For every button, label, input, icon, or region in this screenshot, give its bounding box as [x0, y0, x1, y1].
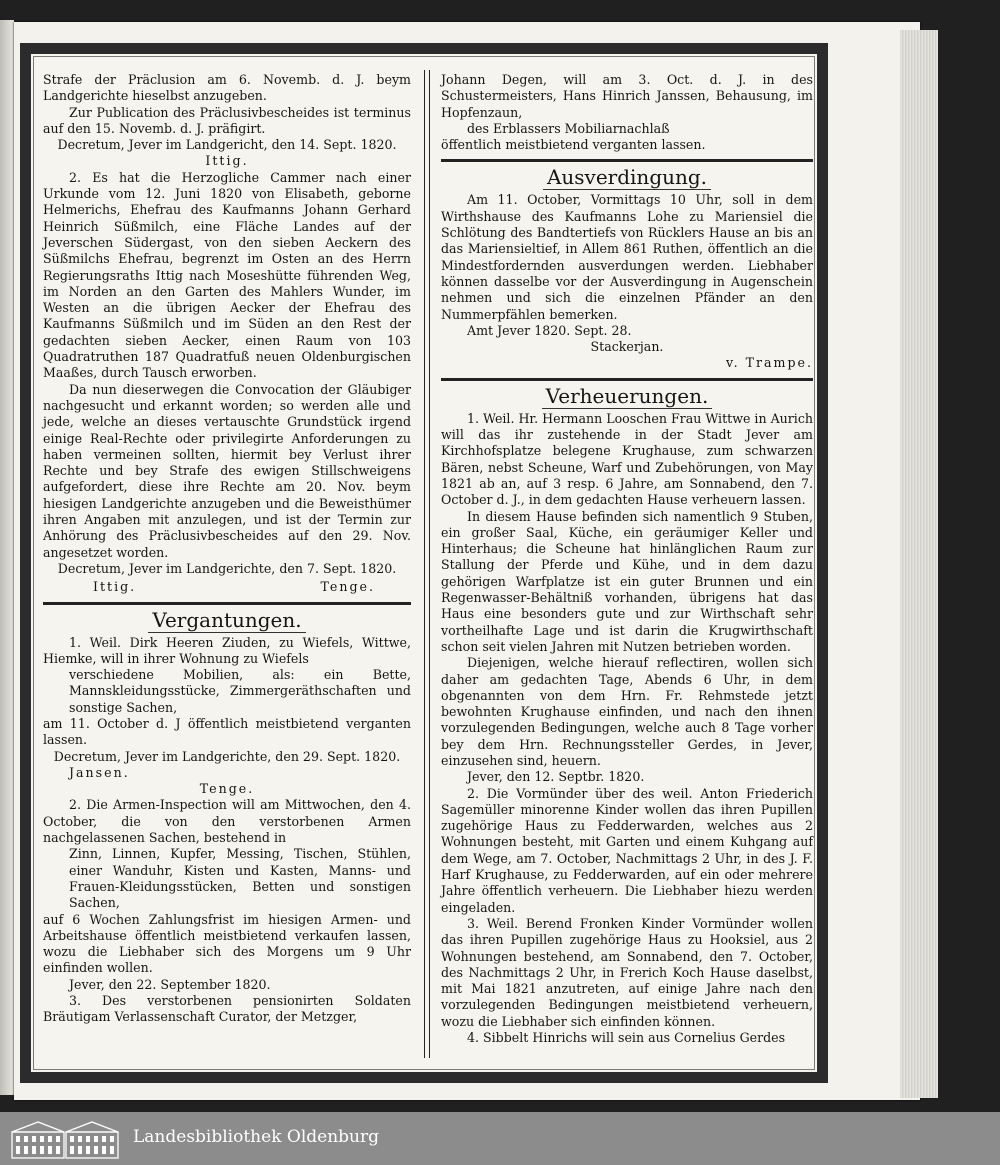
section-rule [441, 378, 813, 381]
decree-line: Jansen. [69, 764, 130, 780]
paragraph: 2. Es hat die Herzogliche Cammer nach einer Urkunde vom 12. Juni 1820 von Elisabeth, geborne Helmerichs, Ehefrau des Kaufmanns Johann Gerhard Heinrich Süßmilch, eine Fläche Landes auf der Jeverschen Südergast, von den sieben Aeckern des Süßmilchs Ehefrau, begrenzt im Osten an des Herrn Regierungsraths Ittig nach Moseshütte führenden Weg, im Norden an den Garten des Mahlers Wunder, im Westen an die übrigen Aecker der Ehefrau des Kaufmanns Süßmilch und im Süden an den Rest der gedachten sieben Aecker, einen Raum von 103 Quadratruthen 187 Quadratfuß neuen Oldenburgischen Maaßes, durch Tausch erworben. [43, 169, 411, 381]
paragraph: 1. Weil. Dirk Heeren Ziuden, zu Wiefels, Wittwe, Hiemke, will in ihrer Wohnung zu Wiefels [43, 634, 411, 666]
footer-bar [0, 1112, 1000, 1165]
page-frame [20, 43, 828, 1083]
paragraph: auf 6 Wochen Zahlungsfrist im hiesigen Armen- und Arbeitshause öffentlich meistbietend verkaufen lassen, wozu die Liebhaber sich des Morgens um 9 Uhr einfinden wollen. [43, 911, 411, 976]
decree-line: Ittig. [205, 153, 249, 169]
left-page-edge [0, 20, 14, 1095]
decree-line: Decretum, Jever im Landgerichte, den 29. Sept. 1820. [53, 748, 401, 764]
paragraph: Johann Degen, will am 3. Oct. d. J. in des Schustermeisters, Hans Hinrich Janssen, Behausung, im Hopfenzaun, [441, 72, 813, 120]
section-title [43, 607, 411, 633]
paragraph: 1. Weil. Hr. Hermann Looschen Frau Wittwe in Aurich will das ihr zustehende in der Stadt Jever am Kirchhofsplatze belegene Krughause, zum schwarzen Bären, nebst Scheune, Warf und Zubehörungen, von May 1821 ab an, auf 3 resp. 6 Jahre, am Sonnabend, den 7. October d. J., in dem gedachten Hause verheuern lassen. [441, 410, 813, 508]
section-title [441, 164, 813, 190]
paragraph: 2. Die Armen-Inspection will am Mittwochen, den 4. October, die von den verstorbenen Armen nachgelassenen Sachen, bestehend in [43, 797, 411, 846]
paragraph: Amt Jever 1820. Sept. 28. [467, 322, 632, 338]
paragraph: Zur Publication des Präclusivbescheides ist terminus auf den 15. Novemb. d. J. präfigirt. [43, 104, 411, 136]
paragraph: 3. Des verstorbenen pensionirten Soldaten Bräutigam Verlassenschaft Curator, der Metzger, [43, 993, 411, 1025]
decree-line: Tenge. [199, 781, 255, 797]
paragraph: Zinn, Linnen, Kupfer, Messing, Tischen, Stühlen, einer Wanduhr, Kisten und Kasten, Manns- und Frauen-Kleidungsstücken, Betten und sonstigen Sachen, [69, 846, 411, 911]
decree-line: Decretum, Jever im Landgerichte, den 7. Sept. 1820. [57, 560, 397, 576]
section-rule [441, 159, 813, 162]
decree-line: v. Trampe. [725, 355, 813, 371]
paragraph: 2. Die Vormünder über des weil. Anton Friederich Sagemüller minorenne Kinder wollen das ihren Pupillen zugehörige Haus zu Fedderwarden, welches aus 2 Wohnungen besteht, mit Garten und einem Kuhgang auf dem Wege, am 7. October, Nachmittags 2 Uhr, in des J. F. Harf Krughause, zu Fedderwarden, auf ein oder mehrere Jahre öffentlich verheuern. Die Liebhaber hiezu werden eingeladen. [441, 785, 813, 915]
right-column [441, 72, 813, 1046]
paragraph: des Erblassers Mobiliarnachlaß [467, 120, 670, 136]
library-name: Landesbibliothek Oldenburg [133, 1127, 380, 1147]
signature-right: Tenge. [320, 579, 375, 595]
paragraph: verschiedene Mobilien, als: ein Bette, Mannskleidungsstücke, Zimmergeräthschaften und sonstige Sachen, [69, 667, 411, 715]
page-stack-edge [900, 30, 938, 1098]
paragraph: 3. Weil. Berend Fronken Kinder Vormünder wollen das ihren Pupillen zugehörige Haus zu Hooksiel, aus 2 Wohnungen bestehend, am Sonnabend, den 7. October, des Nachmittags 2 Uhr, in Frerich Koch Hause daselbst, mit Mai 1821 anzutreten, auf einige Jahre nach den vorzulegenden Bedingungen meistbietend verheuern, wozu die Liebhaber sich einfinden können. [441, 915, 813, 1029]
decree-line: Decretum, Jever im Landgericht, den 14. Sept. 1820. [57, 137, 397, 153]
column-divider [424, 70, 430, 1058]
library-building-icon [8, 1118, 122, 1160]
paragraph: In diesem Hause befinden sich namentlich 9 Stuben, ein großer Saal, Küche, ein geräumiger Keller und Hinterhaus; die Scheune hat hinlänglichen Raum zur Stallung der Pferde und Kühe, und in dem dazu gehörigen Warfplatze ist ein guter Brunnen und ein Regenwasser-Behältniß vorhanden, übrigens hat das Haus eine besonders gute und zur Wirthschaft sehr vortheilhafte Lage und ist darin die Krugwirthschaft schon seit vielen Jahren mit Nutzen betrieben worden. [441, 508, 813, 654]
paragraph: Jever, den 12. Septbr. 1820. [467, 769, 645, 785]
paragraph: 4. Sibbelt Hinrichs will sein aus Cornelius Gerdes [467, 1030, 786, 1046]
signature-left: Ittig. [93, 579, 137, 595]
paragraph: Da nun dieserwegen die Convocation der Gläubiger nachgesucht und erkannt worden; so werden alle und jede, welche an dieses vertauschte Grundstück irgend einige Real-Rechte oder privilegirte Anforderungen zu haben vermeinen sollten, hiermit bey Verlust ihrer Rechte und bey Strafe des ewigen Stillschweigens aufgefordert, diese ihre Rechte am 20. Nov. beym hiesigen Landgerichte anzugeben und die Beweisthümer ihren Angaben mit anzulegen, und ist der Termin zur Anhörung des Präclusivbescheides auf den 29. Nov. angesetzet worden. [43, 381, 411, 560]
paragraph: öffentlich meistbietend verganten lassen. [441, 137, 706, 153]
paragraph: Strafe der Präclusion am 6. Novemb. d. J. beym Landgerichte hieselbst anzugeben. [43, 72, 411, 104]
section-title-text: Vergantungen. [148, 608, 305, 633]
signature-line [43, 579, 411, 595]
section-rule [43, 602, 411, 605]
section-title-text: Ausverdingung. [543, 165, 711, 190]
paragraph: am 11. October d. J öffentlich meistbietend verganten lassen. [43, 715, 411, 748]
section-title-text: Verheuerungen. [542, 384, 713, 409]
paragraph: Jever, den 22. September 1820. [69, 976, 271, 992]
section-title [441, 383, 813, 409]
decree-line: Stackerjan. [590, 339, 664, 355]
paragraph: Am 11. October, Vormittags 10 Uhr, soll in dem Wirthshause des Kaufmanns Lohe zu Mariensiel die Schlötung des Bandtertiefs von Rücklers Hause an bis an das Mariensieltief, in Allem 861 Ruthen, öffentlich an die Mindestfordernden ausverdungen werden. Liebhaber können dasselbe vor der Ausverdingung in Augenschein nehmen und sich die einzelnen Pfänder an den Nummerpfählen bemerken. [441, 192, 813, 322]
left-column [43, 72, 411, 1026]
paragraph: Diejenigen, welche hierauf reflectiren, wollen sich daher am gedachten Tage, Abends 6 Uhr, in dem obgenannten von dem Hrn. Fr. Rehmstede jetzt bewohnten Krughause einfinden, und nach den ihnen vorzulegenden Bedingungen, welche auch 8 Tage vorher bey dem Hrn. Rechnungssteller Gerdes, in Jever, einzusehen sind, heuern. [441, 655, 813, 768]
